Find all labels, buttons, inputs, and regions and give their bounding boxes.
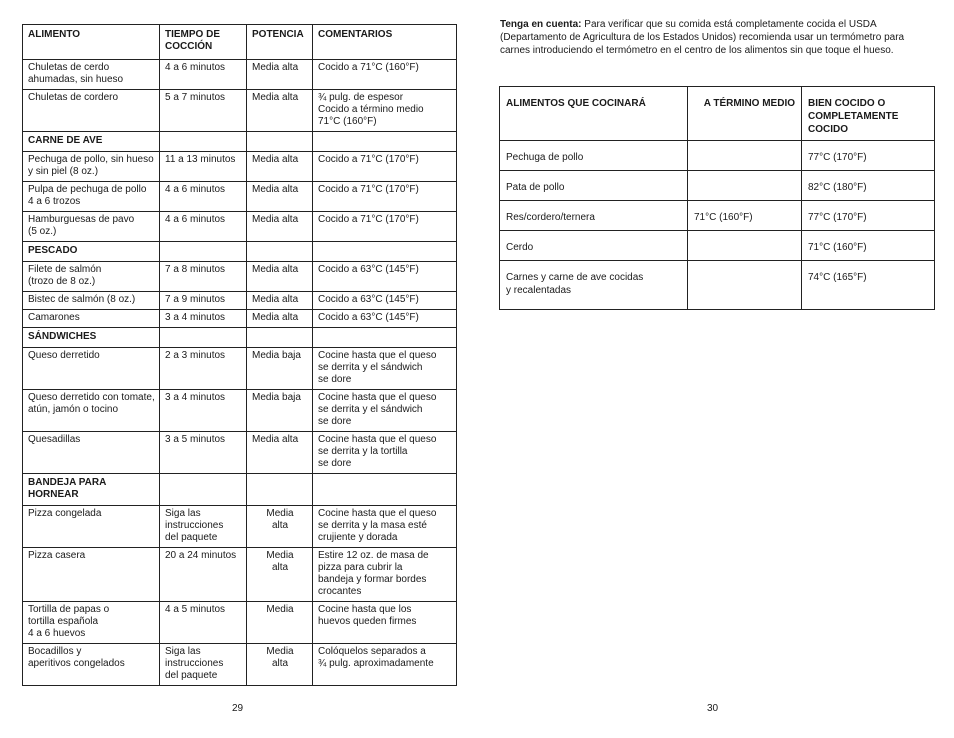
cell-food: Quesadillas [23,432,160,474]
header-power: POTENCIA [247,25,313,60]
section-title: BANDEJA PARA HORNEAR [23,474,160,506]
section-row [23,474,457,506]
cell-cooking-time: 11 a 13 minutos [160,152,247,182]
table-row [23,60,457,90]
temperature-row [500,261,935,310]
section-title: SÁNDWICHES [23,328,160,348]
cell-comments: Estire 12 oz. de masa de pizza para cubrir la bandeja y formar bordes crocantes [313,548,457,602]
header-well-done: BIEN COCIDO O COMPLETAMENTE COCIDO [802,87,935,141]
cell-food: Pechuga de pollo [500,141,688,171]
cell-well-done: 82°C (180°F) [802,171,935,201]
table-row [23,152,457,182]
cell-well-done: 77°C (170°F) [802,201,935,231]
cell-power [247,132,313,152]
right-page [499,18,935,310]
cell-cooking-time: 3 a 5 minutos [160,432,247,474]
temperature-row [500,231,935,261]
cell-comments: Colóquelos separados a ¾ pulg. aproximadamente [313,644,457,686]
usda-note [500,18,935,57]
cell-food: Pata de pollo [500,171,688,201]
cell-medium [688,141,802,171]
cell-power [247,474,313,506]
cell-food: Chuletas de cordero [23,90,160,132]
cell-cooking-time: Siga las instrucciones del paquete [160,506,247,548]
cell-comments: Cocine hasta que el queso se derrita y la tortilla se dore [313,432,457,474]
cell-cooking-time [160,328,247,348]
cell-cooking-time: 4 a 6 minutos [160,182,247,212]
cell-comments: Cocido a 63°C (145°F) [313,262,457,292]
page-number-left: 29 [232,703,244,714]
cooking-table-header-row [23,25,457,60]
table-row [23,90,457,132]
section-title: CARNE DE AVE [23,132,160,152]
header-comments: COMENTARIOS [313,25,457,60]
cell-comments: Cocine hasta que el queso se derrita y el sándwich se dore [313,348,457,390]
cell-food: Pulpa de pechuga de pollo 4 a 6 trozos [23,182,160,212]
cell-power: Media alta [247,152,313,182]
cell-comments [313,132,457,152]
section-title: PESCADO [23,242,160,262]
cell-cooking-time: 4 a 6 minutos [160,60,247,90]
left-page [22,24,456,686]
table-row [23,548,457,602]
usda-note-text: Para verificar que su comida está completamente cocida el USDA (Departamento de Agricultura de los Estados Unidos) recomienda usar un termómetro para carnes introduciendo el termómetro en el centro de los alimentos sin que toque el hueso. [500,19,905,56]
cell-food: Carnes y carne de ave cocidas y recalentadas [500,261,688,310]
cell-comments [313,328,457,348]
cell-power: Media alta [247,60,313,90]
table-row [23,182,457,212]
section-row [23,242,457,262]
cell-power: Media baja [247,348,313,390]
cell-food: Res/cordero/ternera [500,201,688,231]
cell-comments: Cocido a 63°C (145°F) [313,292,457,310]
table-row [23,310,457,328]
cell-power: Media [247,602,313,644]
cell-well-done: 74°C (165°F) [808,272,867,283]
cell-comments: Cocido a 71°C (170°F) [313,212,457,242]
cell-food: Bistec de salmón (8 oz.) [23,292,160,310]
cell-medium: 71°C (160°F) [688,201,802,231]
cell-comments: ¾ pulg. de espesor Cocido a término medio 71°C (160°F) [313,90,457,132]
cell-food: Camarones [23,310,160,328]
temperature-table-header-row [500,87,935,141]
cell-comments: Cocine hasta que el queso se derrita y el sándwich se dore [313,390,457,432]
cell-food: Pizza congelada [23,506,160,548]
cell-food: Chuletas de cerdo ahumadas, sin hueso [23,60,160,90]
cell-power: Media alta [247,90,313,132]
cell-comments: Cocido a 71°C (170°F) [313,182,457,212]
cell-medium [688,171,802,201]
cell-cooking-time: Siga las instrucciones del paquete [160,644,247,686]
table-row [23,262,457,292]
cell-cooking-time: 3 a 4 minutos [160,390,247,432]
cell-food: Filete de salmón (trozo de 8 oz.) [23,262,160,292]
cell-food: Pechuga de pollo, sin hueso y sin piel (8 oz.) [23,152,160,182]
table-row [23,644,457,686]
cell-cooking-time [160,474,247,506]
cell-comments: Cocine hasta que los huevos queden firmes [313,602,457,644]
cell-power: Media alta [247,644,313,686]
cell-comments [313,474,457,506]
cell-medium [688,231,802,261]
table-row [23,506,457,548]
cell-power: Media baja [247,390,313,432]
cell-cooking-time [160,132,247,152]
cell-power: Media alta [247,262,313,292]
cell-cooking-time: 7 a 9 minutos [160,292,247,310]
cell-well-done: 77°C (170°F) [802,141,935,171]
internal-temperature-table [499,86,935,310]
section-row [23,328,457,348]
cell-food: Queso derretido con tomate, atún, jamón o tocino [23,390,160,432]
cell-food: Bocadillos y aperitivos congelados [23,644,160,686]
cell-comments: Cocido a 63°C (145°F) [313,310,457,328]
table-row [23,390,457,432]
cell-food: Cerdo [500,231,688,261]
cell-comments: Cocido a 71°C (160°F) [313,60,457,90]
temperature-row [500,201,935,231]
cell-cooking-time: 7 a 8 minutos [160,262,247,292]
cooking-time-table [22,24,457,686]
cell-power: Media alta [247,506,313,548]
cell-comments: Cocine hasta que el queso se derrita y la masa esté crujiente y dorada [313,506,457,548]
cell-comments: Cocido a 71°C (170°F) [313,152,457,182]
usda-note-label: Tenga en cuenta: [500,19,582,30]
page-number-right: 30 [707,703,719,714]
temperature-row [500,141,935,171]
cell-medium [688,261,802,310]
table-row [23,432,457,474]
cell-well-done: 71°C (160°F) [802,231,935,261]
cell-cooking-time: 3 a 4 minutos [160,310,247,328]
cell-cooking-time: 4 a 6 minutos [160,212,247,242]
cell-cooking-time: 2 a 3 minutos [160,348,247,390]
header-foods-to-cook: ALIMENTOS QUE COCINARÁ [500,87,688,141]
cell-food: Pizza casera [23,548,160,602]
cell-power: Media alta [247,310,313,328]
table-row [23,348,457,390]
cell-power: Media alta [247,292,313,310]
cell-power [247,242,313,262]
cell-power: Media alta [247,432,313,474]
cell-food: Hamburguesas de pavo (5 oz.) [23,212,160,242]
cell-comments [313,242,457,262]
cell-food: Queso derretido [23,348,160,390]
cell-cooking-time: 4 a 5 minutos [160,602,247,644]
section-row [23,132,457,152]
cell-power: Media alta [247,548,313,602]
header-cooking-time: TIEMPO DE COCCIÓN [160,25,247,60]
cell-cooking-time: 20 a 24 minutos [160,548,247,602]
header-food: ALIMENTO [23,25,160,60]
cell-power [247,328,313,348]
cell-food: Tortilla de papas o tortilla española 4 a 6 huevos [23,602,160,644]
cell-cooking-time [160,242,247,262]
table-row [23,212,457,242]
table-row [23,292,457,310]
header-medium: A TÉRMINO MEDIO [688,87,802,141]
cell-cooking-time: 5 a 7 minutos [160,90,247,132]
temperature-row [500,171,935,201]
cell-power: Media alta [247,212,313,242]
table-row [23,602,457,644]
cell-power: Media alta [247,182,313,212]
